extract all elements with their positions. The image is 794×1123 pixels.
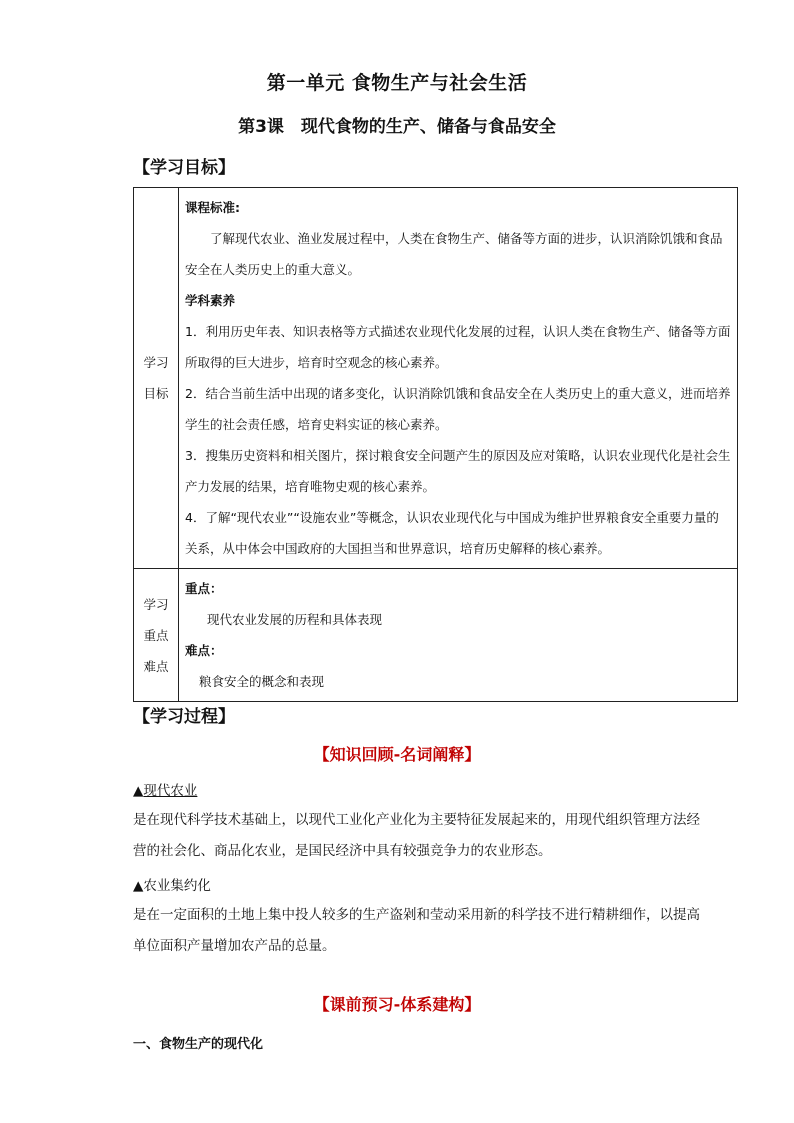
review-heading: 【知识回顾-名词阐释】 <box>313 745 481 764</box>
row-label-line: 学习 <box>143 596 169 612</box>
goals-content <box>179 188 738 569</box>
curriculum-heading: 课程标准: <box>185 200 240 215</box>
term-name: 农业集约化 <box>143 878 211 894</box>
term-title <box>133 779 197 799</box>
triangle-marker-icon: ▲ <box>133 878 144 894</box>
term-definition: 是在现代科学技术基础上，以现代工业化产业化为主要特征发展起来的，用现代组织管理方法经营的社会化、商品化农业，是国民经济中具有较强竞争力的农业形态。 <box>133 812 700 859</box>
learning-goals-table <box>133 187 738 702</box>
lesson-title: 第3课 现代食物的生产、储备与食品安全 <box>238 117 556 137</box>
row-label-goals <box>134 188 179 569</box>
row-label-line: 目标 <box>143 386 169 401</box>
section-heading-goals: 【学习目标】 <box>133 158 235 178</box>
literacy-heading: 学科素养 <box>185 293 236 308</box>
curriculum-text: 了解现代农业、渔业发展过程中，人类在食物生产、储备等方面的进步，认识消除饥饿和食品安全在人类历史上的重大意义。 <box>185 231 723 277</box>
term-name: 现代农业 <box>143 783 198 799</box>
row-label-line: 重点 <box>143 627 169 643</box>
section-one-heading: 一、食物生产的现代化 <box>133 1037 264 1052</box>
key-text: 现代农业发展的历程和具体表现 <box>207 612 383 627</box>
difficulty-heading: 难点： <box>185 643 223 658</box>
literacy-item: 2．结合当前生活中出现的诸多变化，认识消除饥饿和食品安全在人类历史上的重大意义，进而培养学生的社会责任感，培育史料实证的核心素养。 <box>185 386 731 432</box>
section-heading-process: 【学习过程】 <box>133 707 235 727</box>
row-label-line: 难点 <box>143 658 169 674</box>
row-label-line: 学习 <box>143 355 169 370</box>
term-definition: 是在一定面积的土地上集中投人较多的生产盗剁和莹动采用新的科学技不进行精耕细作，以提高单位面积产量增加农产品的总量。 <box>133 907 700 954</box>
key-points-content <box>179 569 738 702</box>
table-row <box>134 188 738 569</box>
preview-heading: 【课前预习-体系建构】 <box>313 995 481 1014</box>
term-title <box>133 874 211 894</box>
triangle-marker-icon: ▲ <box>133 783 144 799</box>
difficulty-text: 粮食安全的概念和表现 <box>199 674 325 689</box>
literacy-item: 1．利用历史年表、知识表格等方式描述农业现代化发展的过程，认识人类在食物生产、储备等方面所取得的巨大进步，培育时空观念的核心素养。 <box>185 324 731 370</box>
table-row <box>134 569 738 702</box>
row-label-key-points <box>134 569 179 702</box>
literacy-item: 4．了解“现代农业”“设施农业”等概念，认识农业现代化与中国成为维护世界粮食安全重要力量的关系，从中体会中国政府的大国担当和世界意识，培育历史解释的核心素养。 <box>185 510 719 556</box>
unit-title: 第一单元 食物生产与社会生活 <box>266 72 528 94</box>
literacy-item: 3．搜集历史资料和相关图片，探讨粮食安全问题产生的原因及应对策略，认识农业现代化是社会生产力发展的结果，培育唯物史观的核心素养。 <box>185 448 731 494</box>
key-heading: 重点： <box>185 581 223 596</box>
